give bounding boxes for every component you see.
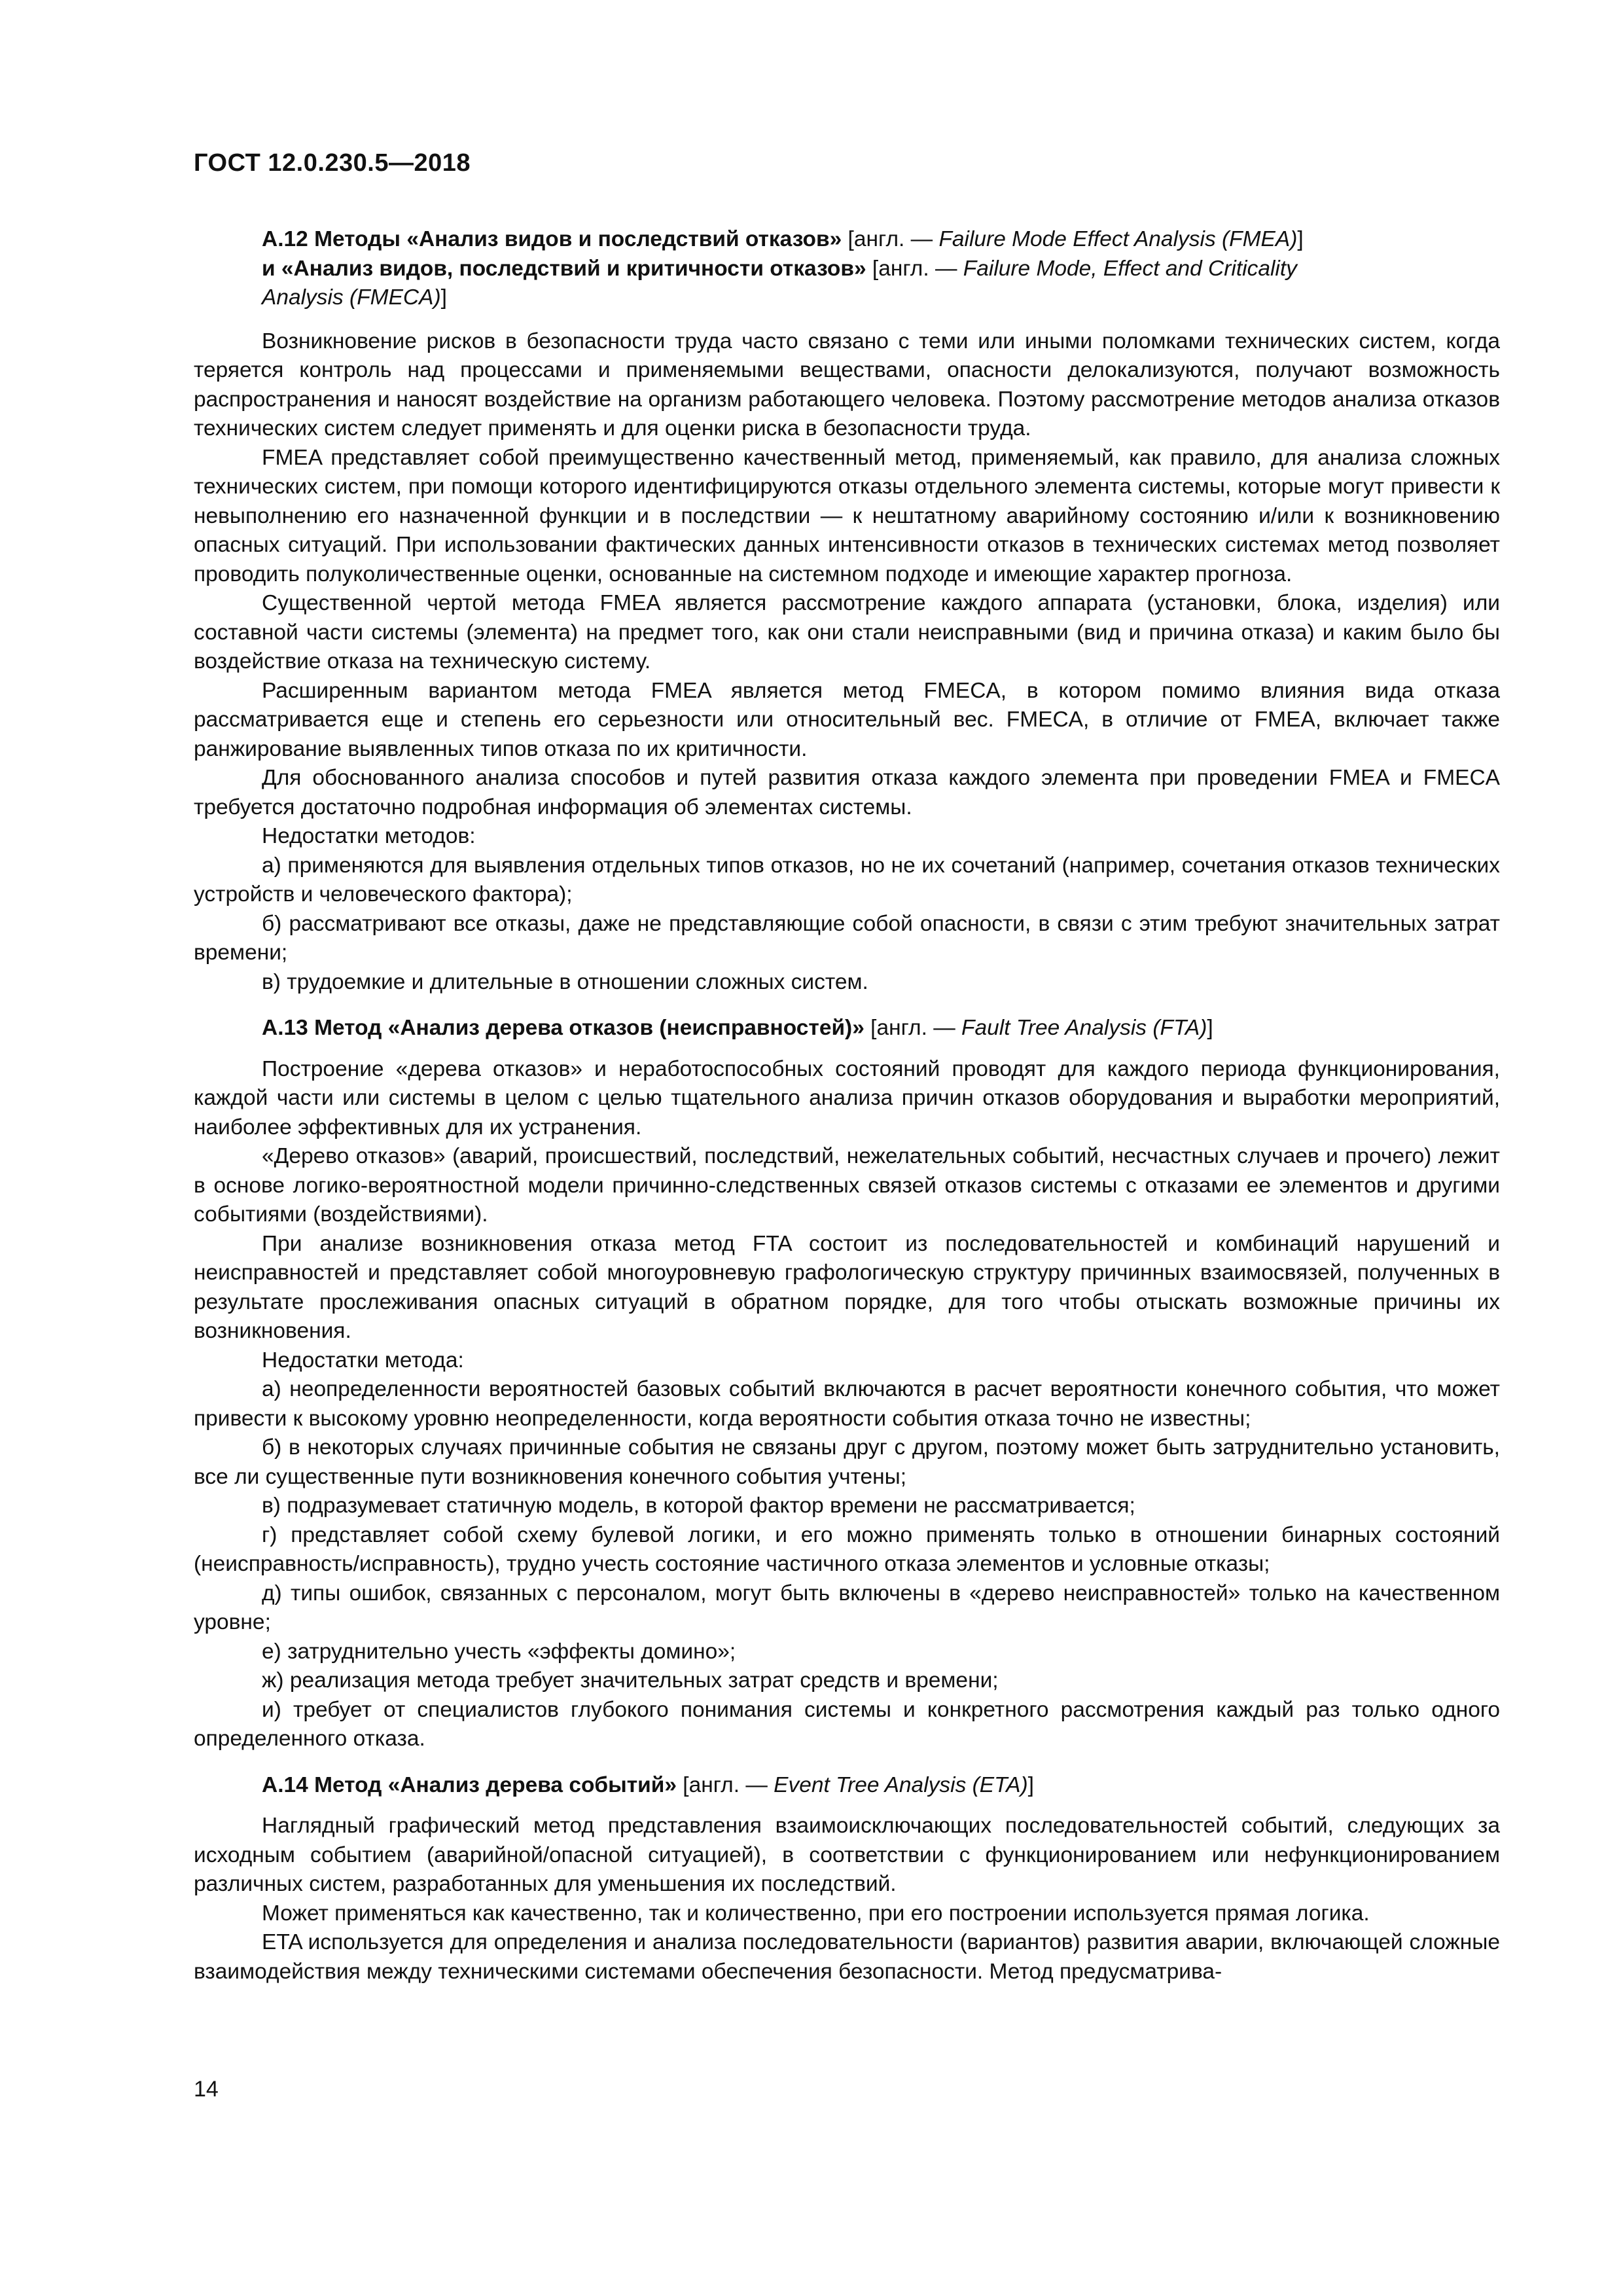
heading-italic: Failure Mode, Effect and Criticality [963, 256, 1297, 281]
heading-normal: [англ. — [676, 1772, 774, 1797]
list-item: а) применяются для выявления отдельных типов отказов, но не их сочетаний (например, сочетания отказов технических устройств и человеческого фактора); [194, 853, 1500, 906]
heading-italic: Analysis (FMECA) [262, 285, 441, 310]
paragraph: ETA используется для определения и анализа последовательности (вариантов) развития аварии, включающей сложные взаимодействия между техническими системами обеспечения безопасности. Метод предусматрива- [194, 1930, 1500, 1984]
heading-italic: Fault Tree Analysis (FTA) [961, 1016, 1207, 1040]
paragraph: Может применяться как качественно, так и количественно, при его построении используется прямая логика. [262, 1901, 1370, 1926]
heading-line [262, 283, 1500, 313]
paragraph: Недостатки методов: [262, 824, 476, 848]
section-heading-a13 [262, 1014, 1500, 1043]
section-a12 [194, 225, 1500, 997]
paragraph: Для обоснованного анализа способов и путей развития отказа каждого элемента при проведении FMEA и FMECA требуется достаточно подробная информация об элементах системы. [194, 766, 1500, 819]
list-item: г) представляет собой схему булевой логики, и его можно применять только в отношении бинарных состояний (неисправность/исправность), трудно учесть состояние частичного отказа элементов и условные отказы; [194, 1522, 1500, 1576]
heading-line [262, 255, 1500, 284]
heading-italic: Failure Mode Effect Analysis (FMEA) [938, 227, 1298, 251]
section-heading-a12 [262, 225, 1500, 313]
heading-line [262, 225, 1500, 255]
heading-tail: ] [1297, 227, 1304, 251]
list-item: и) требует от специалистов глубокого понимания системы и конкретного рассмотрения каждый раз только одного определенного отказа. [194, 1697, 1500, 1751]
list-item: б) рассматривают все отказы, даже не представляющие собой опасности, в связи с этим требуют значительных затрат времени; [194, 911, 1500, 965]
list-item: ж) реализация метода требует значительных затрат средств и времени; [262, 1668, 999, 1693]
section-a14 [194, 1771, 1500, 1987]
paragraph: Наглядный графический метод представления взаимоисключающих последовательностей событий, следующих за исходным событием (аварийной/опасной ситуацией), в соответствии с функционированием или нефункционированием различных систем, разработанных для уменьшения их последствий. [194, 1814, 1500, 1896]
heading-italic: Event Tree Analysis (ETA) [774, 1772, 1028, 1797]
heading-tail: ] [1207, 1016, 1213, 1040]
list-item: е) затруднительно учесть «эффекты домино»; [262, 1639, 736, 1664]
list-item: в) подразумевает статичную модель, в которой фактор времени не рассматривается; [262, 1494, 1135, 1518]
list-item: д) типы ошибок, связанных с персоналом, могут быть включены в «дерево неисправностей» только на качественном уровне; [194, 1581, 1500, 1634]
heading-tail: ] [440, 285, 447, 310]
heading-bold: А.14 Метод «Анализ дерева событий» [262, 1772, 677, 1797]
page-number: 14 [194, 2077, 219, 2102]
paragraph: Расширенным вариантом метода FMEA является метод FMECA, в котором помимо влияния вида отказа рассматривается еще и степень его серьезности или относительный вес. FMECA, в отличие от FMEA, включает также ранжирование выявленных типов отказа по их критичности. [194, 678, 1500, 761]
heading-normal: [англ. — [842, 227, 939, 251]
section-a13 [194, 1014, 1500, 1754]
list-item: б) в некоторых случаях причинные события не связаны друг с другом, поэтому может быть затруднительно установить, все ли существенные пути возникновения конечного события учтены; [194, 1435, 1500, 1489]
standard-header: ГОСТ 12.0.230.5—2018 [194, 149, 471, 177]
paragraph: FMEA представляет собой преимущественно качественный метод, применяемый, как правило, для анализа сложных технических систем, при помощи которого идентифицируются отказы отдельного элемента системы, которые могут привести к невыполнению его назначенной функции и в последствии — к нештатному аварийному состоянию и/или к возникновению опасных ситуаций. При использовании фактических данных интенсивности отказов в технических системах метод позволяет проводить полуколичественные оценки, основанные на системном подходе и имеющие характер прогноза. [194, 445, 1500, 586]
paragraph: «Дерево отказов» (аварий, происшествий, последствий, нежелательных событий, несчастных случаев и прочего) лежит в основе логико-вероятностной модели причинно-следственных связей отказов системы с отказами ее элементов и другими событиями (воздействиями). [194, 1144, 1500, 1227]
paragraph: При анализе возникновения отказа метод FTA состоит из последовательностей и комбинаций нарушений и неисправностей и представляет собой многоуровневую графологическую структуру причинных взаимосвязей, полученных в результате прослеживания опасных ситуаций в обратном порядке, для того чтобы отыскать возможные причины их возникновения. [194, 1231, 1500, 1343]
list-item: в) трудоемкие и длительные в отношении сложных систем. [262, 969, 868, 994]
heading-normal: [англ. — [866, 256, 963, 281]
heading-normal: [англ. — [864, 1016, 962, 1040]
heading-line [262, 1771, 1500, 1801]
paragraph: Существенной чертой метода FMEA является рассмотрение каждого аппарата (установки, блока, изделия) или составной части системы (элемента) на предмет того, как они стали неисправными (вид и причина отказа) и каким было бы воздействие отказа на техническую систему. [194, 591, 1500, 673]
paragraph: Возникновение рисков в безопасности труда часто связано с теми или иными поломками технических систем, когда теряется контроль над процессами и применяемыми веществами, опасности делокализуются, получают возможность распространения и наносят воздействие на организм работающего человека. Поэтому рассмотрение методов анализа отказов технических систем следует применять и для оценки риска в безопасности труда. [194, 329, 1500, 440]
heading-tail: ] [1027, 1772, 1034, 1797]
paragraph: Построение «дерева отказов» и неработоспособных состояний проводят для каждого периода функционирования, каждой части или системы в целом с целью тщательного анализа причин отказов оборудования и выработки мероприятий, наиболее эффективных для их устранения. [194, 1056, 1500, 1139]
section-heading-a14 [262, 1771, 1500, 1801]
heading-bold: А.12 Методы «Анализ видов и последствий отказов» [262, 227, 842, 251]
document-body [194, 225, 1500, 1986]
heading-line [262, 1014, 1500, 1043]
heading-bold: А.13 Метод «Анализ дерева отказов (неисправностей)» [262, 1016, 865, 1040]
heading-bold: и «Анализ видов, последствий и критичности отказов» [262, 256, 866, 281]
paragraph: Недостатки метода: [262, 1348, 464, 1372]
list-item: а) неопределенности вероятностей базовых событий включаются в расчет вероятности конечного события, что может привести к высокому уровню неопределенности, когда вероятности события отказа точно не известны; [194, 1377, 1500, 1431]
